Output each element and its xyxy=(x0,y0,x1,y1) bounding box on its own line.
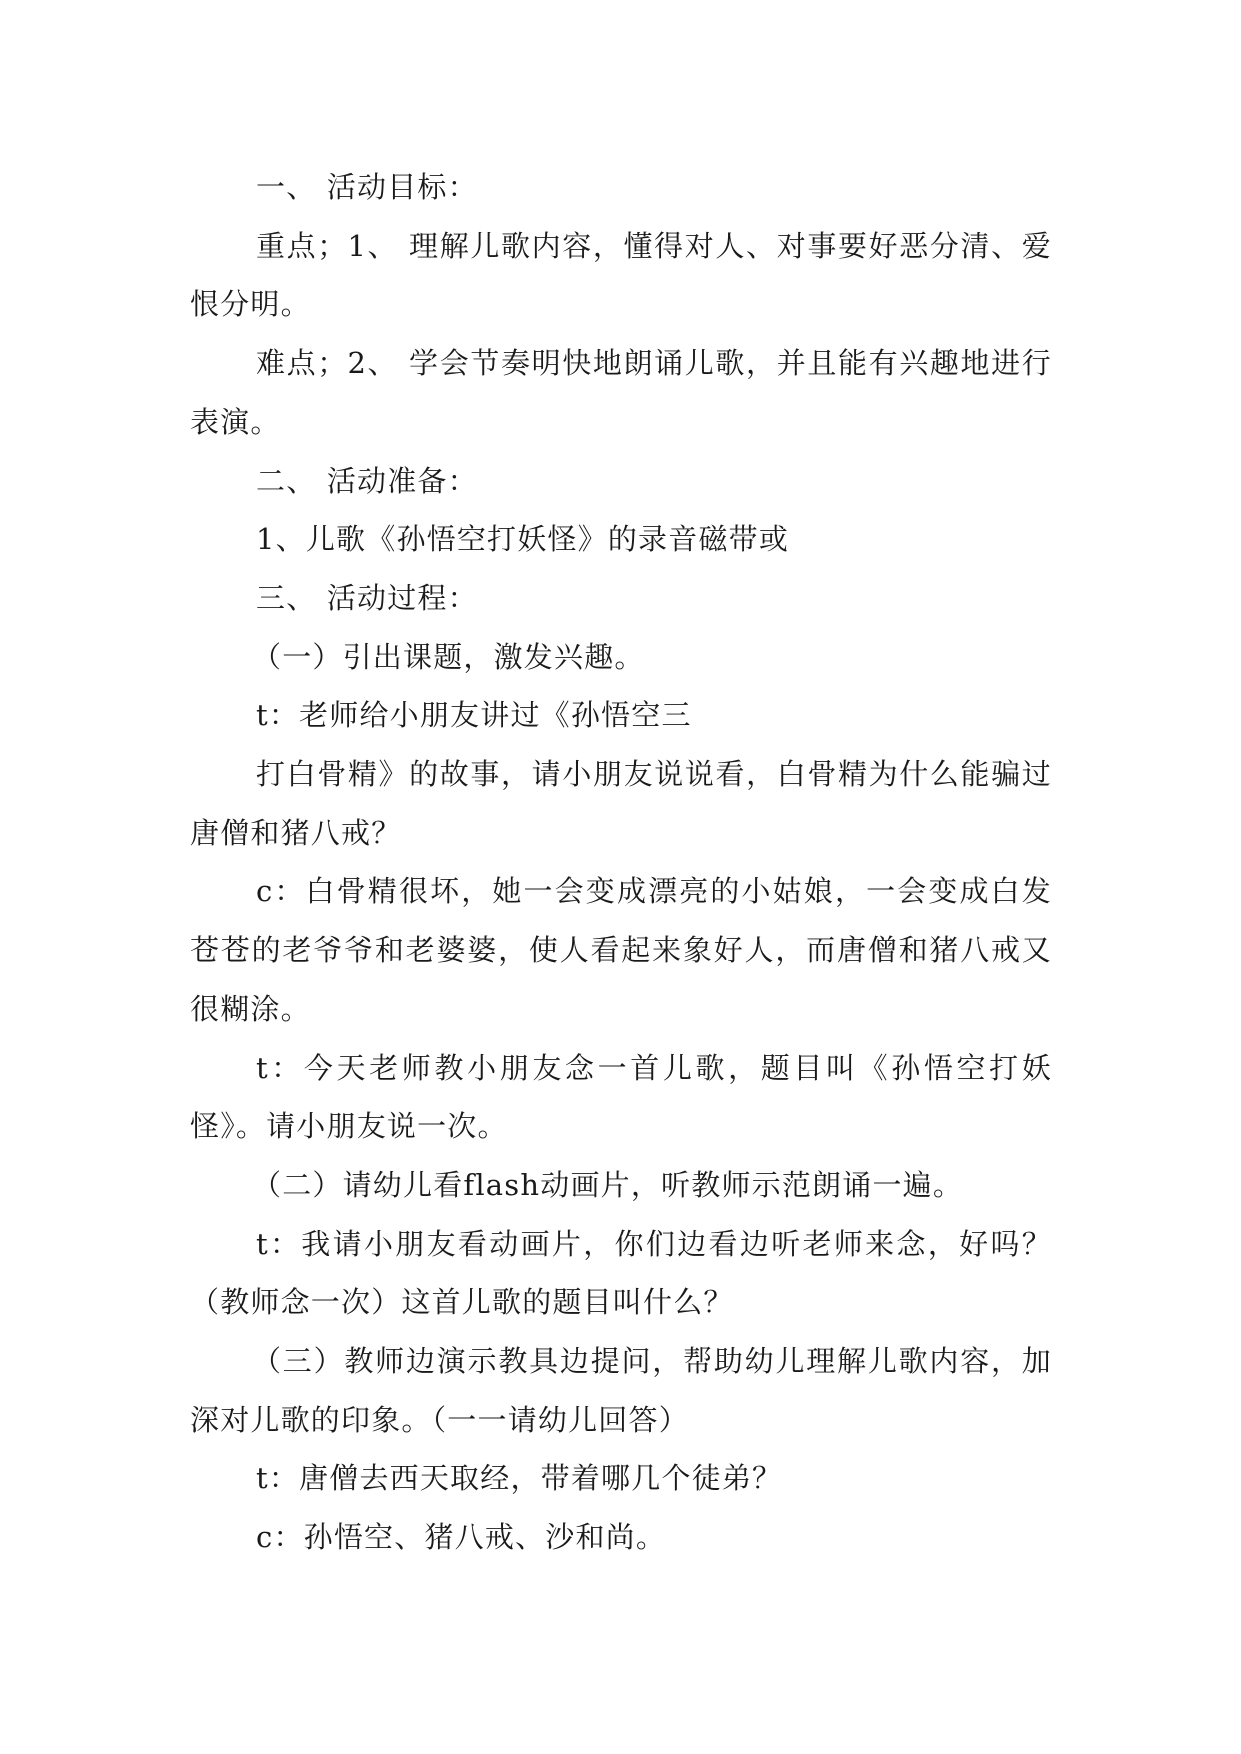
paragraph-teacher-intro: t：今天老师教小朋友念一首儿歌，题目叫《孙悟空打妖怪》。请小朋友说一次。 xyxy=(190,1050,1052,1144)
paragraph-key-point: 重点；1、 理解儿歌内容，懂得对人、对事要好恶分清、爱恨分明。 xyxy=(190,228,1052,322)
paragraph-difficulty: 难点；2、 学会节奏明快地朗诵儿歌，并且能有兴趣地进行表演。 xyxy=(190,346,1052,439)
paragraph-child-answer: c：白骨精很坏，她一会变成漂亮的小姑娘，一会变成白发苍苍的老爷爷和老婆婆，使人看起来象好人，而唐僧和猪八戒又很糊涂。 xyxy=(190,874,1052,1026)
paragraph-preparation-item: 1、儿歌《孙悟空打妖怪》的录音磁带或 xyxy=(256,522,790,557)
heading-activity-preparation: 二、 活动准备： xyxy=(256,463,478,498)
subheading-step-one: （一）引出课题，激发兴趣。 xyxy=(252,639,645,674)
subheading-step-two: （二）请幼儿看flash动画片，听教师示范朗诵一遍。 xyxy=(252,1167,964,1202)
heading-activity-goals: 一、 活动目标： xyxy=(256,170,478,204)
document-body xyxy=(190,158,1052,1567)
paragraph-teacher-disciples: t：唐僧去西天取经，带着哪几个徒弟？ xyxy=(256,1461,783,1496)
paragraph-teacher-question: 打白骨精》的故事，请小朋友说说看，白骨精为什么能骗过唐僧和猪八戒？ xyxy=(190,757,1052,850)
paragraph-teacher-line: t：老师给小朋友讲过《孙悟空三 xyxy=(256,698,692,733)
subheading-step-three: （三）教师边演示教具边提问，帮助幼儿理解儿歌内容，加深对儿歌的印象。（一一请幼儿回答） xyxy=(190,1344,1052,1437)
paragraph-teacher-animation: t：我请小朋友看动画片，你们边看边听老师来念，好吗？（教师念一次）这首儿歌的题目叫什么？ xyxy=(190,1226,1052,1320)
paragraph-child-disciples: c：孙悟空、猪八戒、沙和尚。 xyxy=(256,1520,667,1555)
heading-activity-process: 三、 活动过程： xyxy=(256,580,478,615)
